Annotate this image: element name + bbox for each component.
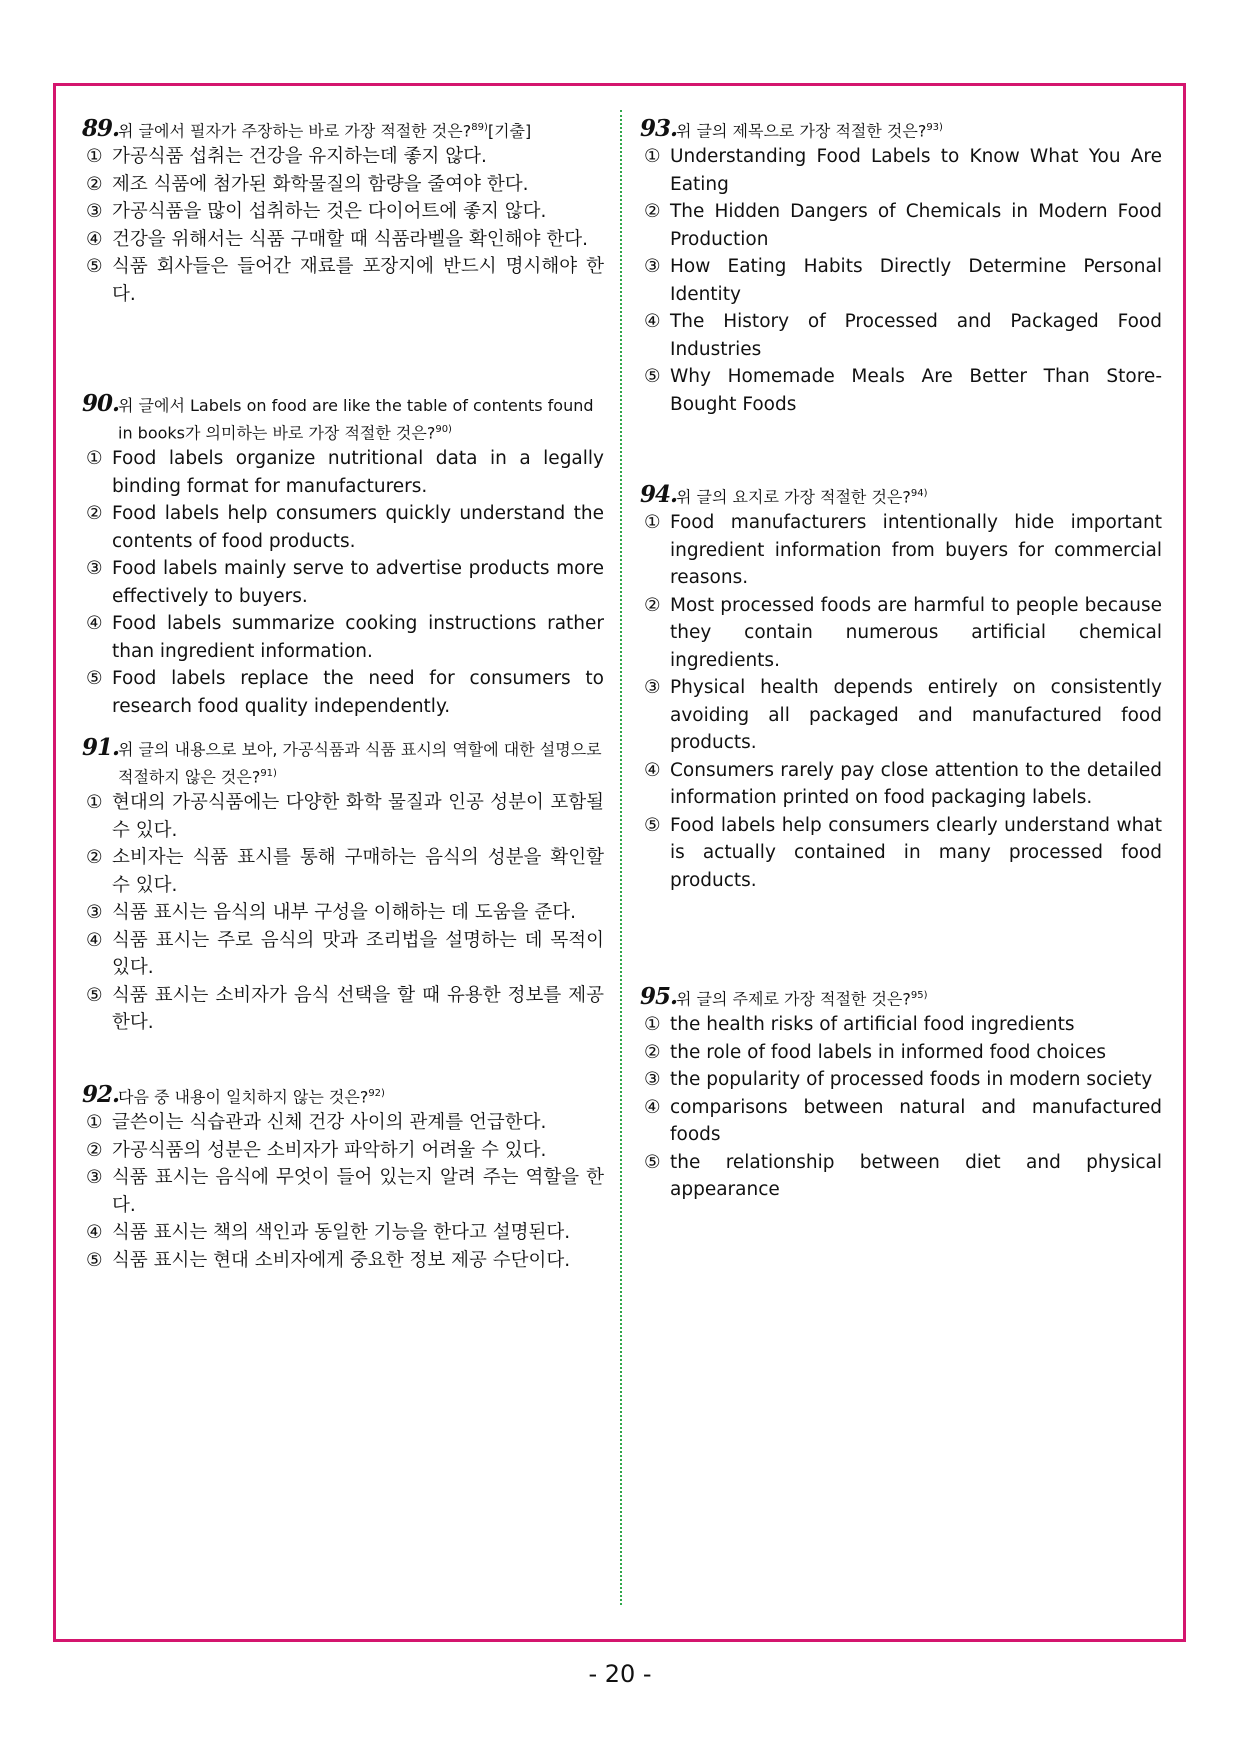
option-marker: ④: [86, 929, 103, 951]
question-number: 91.: [82, 734, 120, 761]
option-marker: ③: [86, 201, 103, 223]
answer-option: [82, 610, 604, 665]
option-marker: ②: [644, 1041, 661, 1063]
option-marker: ⑤: [644, 366, 661, 388]
answer-option: [640, 1066, 1162, 1094]
question-text: 위 글에서 필자가 주장하는 바로 가장 적절한 것은?: [118, 121, 472, 141]
question-text: 위 글의 제목으로 가장 적절한 것은?: [676, 121, 927, 141]
option-text: Food labels mainly serve to advertise products more effectively to buyers.: [112, 558, 604, 607]
answer-option: [82, 500, 604, 555]
question-90: [82, 392, 604, 720]
question-text: 위 글의 주제로 가장 적절한 것은?: [676, 989, 911, 1009]
column-divider: [620, 110, 622, 1605]
option-marker: ①: [644, 512, 661, 534]
option-text: 건강을 위해서는 식품 구매할 때 식품라벨을 확인해야 한다.: [112, 228, 588, 250]
option-text: Food manufacturers intentionally hide important ingredient information from buyers for commercial reasons.: [670, 512, 1162, 589]
option-text: Most processed foods are harmful to people because they contain numerous artificial chemical ingredients.: [670, 594, 1162, 671]
question-stem: [82, 736, 604, 789]
option-marker: ⑤: [86, 668, 103, 690]
page-number: - 20 -: [588, 1660, 652, 1688]
question-text: 다음 중 내용이 일치하지 않는 것은?: [118, 1087, 369, 1107]
answer-option: [82, 899, 604, 927]
option-marker: ⑤: [644, 814, 661, 836]
option-text: How Eating Habits Directly Determine Personal Identity: [670, 256, 1162, 305]
answer-option: [82, 555, 604, 610]
option-marker: ①: [644, 1014, 661, 1036]
question-number: 95.: [640, 983, 678, 1011]
answer-option: [82, 143, 604, 171]
option-text: 식품 표시는 소비자가 음식 선택을 할 때 유용한 정보를 제공한다.: [112, 984, 604, 1034]
option-marker: ③: [644, 1069, 661, 1091]
option-marker: ④: [644, 759, 661, 781]
answer-option: [82, 665, 604, 720]
question-95: [640, 984, 1162, 1204]
answer-option: [640, 198, 1162, 253]
option-marker: ①: [644, 146, 661, 168]
option-marker: ②: [644, 594, 661, 616]
option-text: 글쓴이는 식습관과 신체 건강 사이의 관계를 언급한다.: [112, 1112, 547, 1134]
answer-option: [82, 226, 604, 254]
answer-option: [82, 253, 604, 308]
option-text: 식품 회사들은 들어간 재료를 포장지에 반드시 명시해야 한다.: [112, 256, 604, 305]
question-tag: [기출]: [487, 121, 532, 141]
option-text: Why Homemade Meals Are Better Than Store-Bought Foods: [670, 366, 1162, 415]
answer-option: [82, 1137, 604, 1165]
footnote-ref: 89): [471, 122, 488, 133]
question-stem: [640, 482, 1162, 509]
answer-option: [640, 308, 1162, 363]
option-text: 가공식품의 성분은 소비자가 파악하기 어려울 수 있다.: [112, 1139, 547, 1161]
footnote-ref: 95): [910, 990, 928, 1001]
question-text: 위 글에서 Labels on food are like the table of contents found in books가 의미하는 바로 가장 적절한 것은?: [118, 396, 594, 443]
option-marker: ④: [86, 1222, 103, 1244]
answer-option: [82, 844, 604, 899]
option-marker: ①: [86, 146, 103, 168]
footnote-ref: 92): [368, 1088, 385, 1099]
option-text: The Hidden Dangers of Chemicals in Modern Food Production: [670, 201, 1162, 250]
option-marker: ④: [86, 228, 103, 250]
option-marker: ④: [644, 311, 661, 333]
answer-option: [640, 757, 1162, 812]
footnote-ref: 91): [260, 768, 277, 779]
answer-option: [640, 143, 1162, 198]
option-text: 소비자는 식품 표시를 통해 구매하는 음식의 성분을 확인할 수 있다.: [112, 847, 604, 896]
question-93: [640, 116, 1162, 418]
option-marker: ②: [86, 173, 103, 195]
option-marker: ③: [86, 558, 103, 580]
question-stem: [82, 392, 604, 445]
option-text: 가공식품을 많이 섭취하는 것은 다이어트에 좋지 않다.: [112, 201, 547, 223]
question-stem: [82, 116, 604, 143]
question-text: 위 글의 요지로 가장 적절한 것은?: [676, 487, 911, 507]
option-marker: ③: [86, 902, 103, 924]
question-stem: [82, 1082, 604, 1109]
answer-option: [640, 253, 1162, 308]
option-text: Food labels help consumers clearly understand what is actually contained in many processed food products.: [670, 814, 1162, 891]
answer-option: [640, 674, 1162, 757]
option-text: 식품 표시는 주로 음식의 맛과 조리법을 설명하는 데 목적이 있다.: [112, 929, 604, 979]
answer-option: [82, 1247, 604, 1275]
answer-option: [82, 982, 604, 1037]
option-text: Food labels replace the need for consumers to research food quality independently.: [112, 668, 604, 717]
question-number: 92.: [82, 1081, 120, 1109]
option-text: the relationship between diet and physical appearance: [670, 1151, 1162, 1201]
option-text: the role of food labels in informed food choices: [670, 1041, 1106, 1063]
option-marker: ⑤: [86, 1249, 103, 1271]
answer-option: [82, 927, 604, 982]
option-text: the health risks of artificial food ingredients: [670, 1014, 1075, 1036]
question-number: 89.: [82, 115, 120, 143]
question-89: [82, 116, 604, 308]
answer-option: [82, 171, 604, 199]
option-text: 식품 표시는 음식에 무엇이 들어 있는지 알려 주는 역할을 한다.: [112, 1167, 604, 1216]
answer-option: [640, 592, 1162, 675]
answer-option: [82, 198, 604, 226]
option-marker: ④: [86, 613, 103, 635]
option-text: 식품 표시는 음식의 내부 구성을 이해하는 데 도움을 준다.: [112, 902, 576, 924]
answer-option: [82, 445, 604, 500]
option-marker: ①: [86, 448, 103, 470]
option-marker: ⑤: [86, 256, 103, 278]
question-stem: [640, 116, 1162, 143]
option-text: Food labels summarize cooking instructions rather than ingredient information.: [112, 613, 604, 662]
option-text: comparisons between natural and manufactured foods: [670, 1096, 1162, 1146]
answer-option: [82, 1109, 604, 1137]
answer-option: [640, 1011, 1162, 1039]
question-number: 94.: [640, 481, 678, 509]
option-marker: ①: [86, 1112, 103, 1134]
option-marker: ②: [86, 1139, 103, 1161]
option-text: Food labels organize nutritional data in a legally binding format for manufacturers.: [112, 448, 604, 497]
answer-option: [640, 363, 1162, 418]
option-text: 제조 식품에 첨가된 화학물질의 함량을 줄여야 한다.: [112, 173, 529, 195]
answer-option: [640, 812, 1162, 895]
answer-option: [640, 509, 1162, 592]
option-text: Consumers rarely pay close attention to the detailed information printed on food packaging labels.: [670, 759, 1162, 809]
option-text: 식품 표시는 책의 색인과 동일한 기능을 한다고 설명된다.: [112, 1222, 571, 1244]
option-text: Understanding Food Labels to Know What You Are Eating: [670, 146, 1162, 195]
footnote-ref: 90): [435, 424, 452, 435]
question-text: 위 글의 내용으로 보아, 가공식품과 식품 표시의 역할에 대한 설명으로 적절하지 않은 것은?: [118, 740, 602, 787]
option-marker: ②: [86, 847, 103, 869]
option-text: The History of Processed and Packaged Food Industries: [670, 311, 1162, 360]
option-text: 가공식품 섭취는 건강을 유지하는데 좋지 않다.: [112, 146, 487, 168]
footnote-ref: 94): [910, 488, 928, 499]
question-stem: [640, 984, 1162, 1011]
question-92: [82, 1082, 604, 1274]
option-marker: ③: [644, 256, 661, 278]
option-text: 식품 표시는 현대 소비자에게 중요한 정보 제공 수단이다.: [112, 1249, 571, 1271]
option-text: Food labels help consumers quickly understand the contents of food products.: [112, 503, 604, 552]
option-marker: ②: [644, 201, 661, 223]
answer-option: [640, 1149, 1162, 1204]
option-text: Physical health depends entirely on consistently avoiding all packaged and manufactured food products.: [670, 677, 1162, 754]
question-number: 93.: [640, 115, 678, 143]
answer-option: [82, 1164, 604, 1219]
question-91: [82, 736, 604, 1037]
question-94: [640, 482, 1162, 894]
option-text: 현대의 가공식품에는 다양한 화학 물질과 인공 성분이 포함될 수 있다.: [112, 792, 604, 841]
option-marker: ②: [86, 503, 103, 525]
answer-option: [82, 1219, 604, 1247]
footnote-ref: 93): [926, 122, 943, 133]
question-number: 90.: [82, 390, 120, 417]
option-text: the popularity of processed foods in modern society: [670, 1069, 1153, 1091]
option-marker: ⑤: [644, 1151, 661, 1173]
option-marker: ③: [86, 1167, 103, 1189]
option-marker: ③: [644, 677, 661, 699]
option-marker: ⑤: [86, 984, 103, 1006]
option-marker: ①: [86, 792, 103, 814]
answer-option: [82, 789, 604, 844]
answer-option: [640, 1094, 1162, 1149]
answer-option: [640, 1039, 1162, 1067]
option-marker: ④: [644, 1096, 661, 1118]
